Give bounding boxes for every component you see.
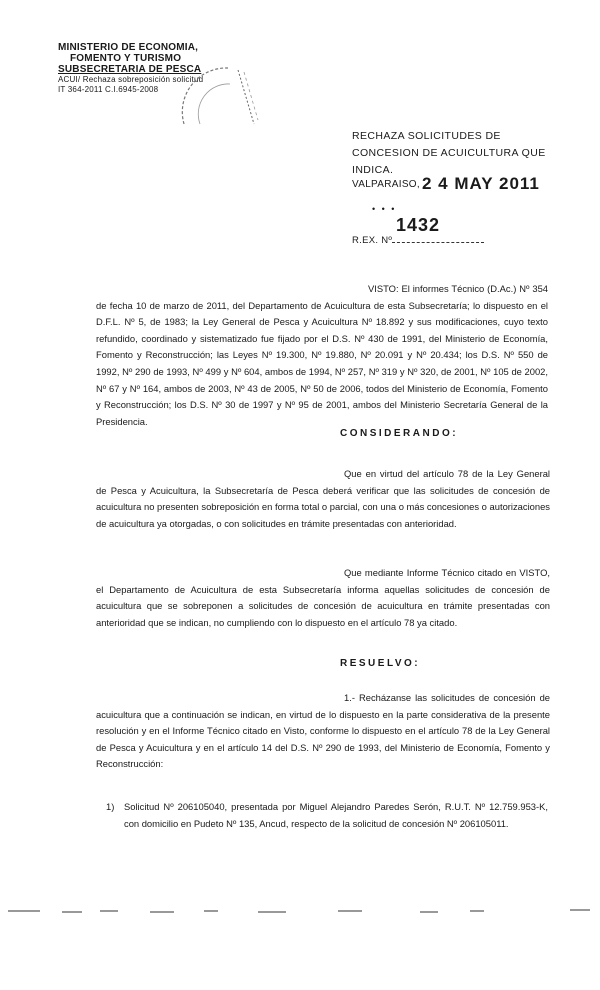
office-stamp: [180, 64, 260, 128]
rex-label: R.EX. Nº: [352, 235, 393, 246]
signature-dash-line: [0, 906, 600, 916]
place-label: VALPARAISO,: [352, 179, 420, 190]
header-line-ministry-2: FOMENTO Y TURISMO: [70, 53, 182, 64]
item-1-number: 1): [106, 801, 115, 812]
rex-number-line: [352, 234, 484, 246]
resolution-number-stamp: 1432: [396, 215, 441, 235]
considerando-heading: CONSIDERANDO:: [340, 428, 459, 439]
header-line-file-number: IT 364-2011 C.I.6945-2008: [58, 85, 159, 94]
header-line-reference: ACUI/ Rechaza sobreposición solicitud: [58, 75, 204, 84]
header-line-subsecretaria: SUBSECRETARIA DE PESCA: [58, 64, 202, 75]
considerando-paragraph-2: Que mediante Informe Técnico citado en VISTO, el Departamento de Acuicultura de esta Subsecretaría informa aquellas solicitudes de concesión de acuicultura que se sobreponen a solicitudes de concesión de acuicultura en trámite presentadas con anterioridad que se indican, no cumpliendo con lo dispuesto en el artículo 78 ya citado.: [96, 567, 550, 628]
header-line-ministry: MINISTERIO DE ECONOMIA,: [58, 42, 199, 53]
resuelvo-heading: RESUELVO:: [340, 658, 421, 669]
visto-paragraph: VISTO: El informes Técnico (D.Ac.) Nº 354 de fecha 10 de marzo de 2011, del Departamento de Acuicultura de esta Subsecretaría; lo dispuesto en el D.F.L. Nº 5, de 1983; la Ley General de Pesca y Acuicultura Nº 18.892 y sus modificaciones, cuyo texto refundido, coordinado y sistematizado fue fijado por el D.S. Nº 430 de 1991, del Ministerio de Economía, Fomento y Reconstrucción; las Leyes Nº 19.300, Nº 19.880, Nº 20.091 y Nº 20.434; los D.S. Nº 550 de 1992, Nº 290 de 1993, Nº 499 y Nº 604, ambos de 1994, Nº 257, Nº 319 y Nº 320, de 2001, Nº 105 de 2002, Nº 67 y Nº 164, ambos de 2003, Nº 43 de 2005, Nº 50 de 2006, todos del Ministerio de Economía, Fomento y Reconstrucción; los D.S. Nº 30 de 1997 y Nº 95 de 2001, ambos del Ministerio Secretaría General de la Presidencia.: [96, 283, 548, 427]
considerando-paragraph-1: Que en virtud del artículo 78 de la Ley General de Pesca y Acuicultura, la Subsecretaría de Pesca deberá verificar que las solicitudes de concesión de acuicultura no presenten sobreposición en forma total o parcial, con una o más concesiones o autorizaciones de acuicultura ya otorgadas, o con solicitudes en trámite presentadas con anterioridad.: [96, 468, 550, 529]
stamp-dots: • • •: [372, 204, 397, 214]
resolution-date-stamp: 2 4 MAY 2011: [422, 174, 540, 193]
resolution-subject: RECHAZA SOLICITUDES DE CONCESION DE ACUICULTURA QUE INDICA.: [352, 130, 546, 176]
item-1-text: Solicitud Nº 206105040, presentada por Miguel Alejandro Paredes Serón, R.U.T. Nº 12.759.953-K, con domicilio en Pudeto Nº 135, Ancud, respecto de la solicitud de concesión Nº 206105011.: [124, 801, 548, 829]
resuelvo-paragraph-1: 1.- Recházanse las solicitudes de concesión de acuicultura que a continuación se indican, en virtud de lo dispuesto en la parte considerativa de la presente resolución y en el Informe Técnico citado en Visto, conforme lo dispuesto en el artículo 78 de la Ley General de Pesca y Acuicultura y en el artículo 14 del D.S. Nº 290 de 1993, del Ministerio de Economía, Fomento y Reconstrucción:: [96, 692, 550, 770]
rex-blank-line: [392, 234, 484, 243]
